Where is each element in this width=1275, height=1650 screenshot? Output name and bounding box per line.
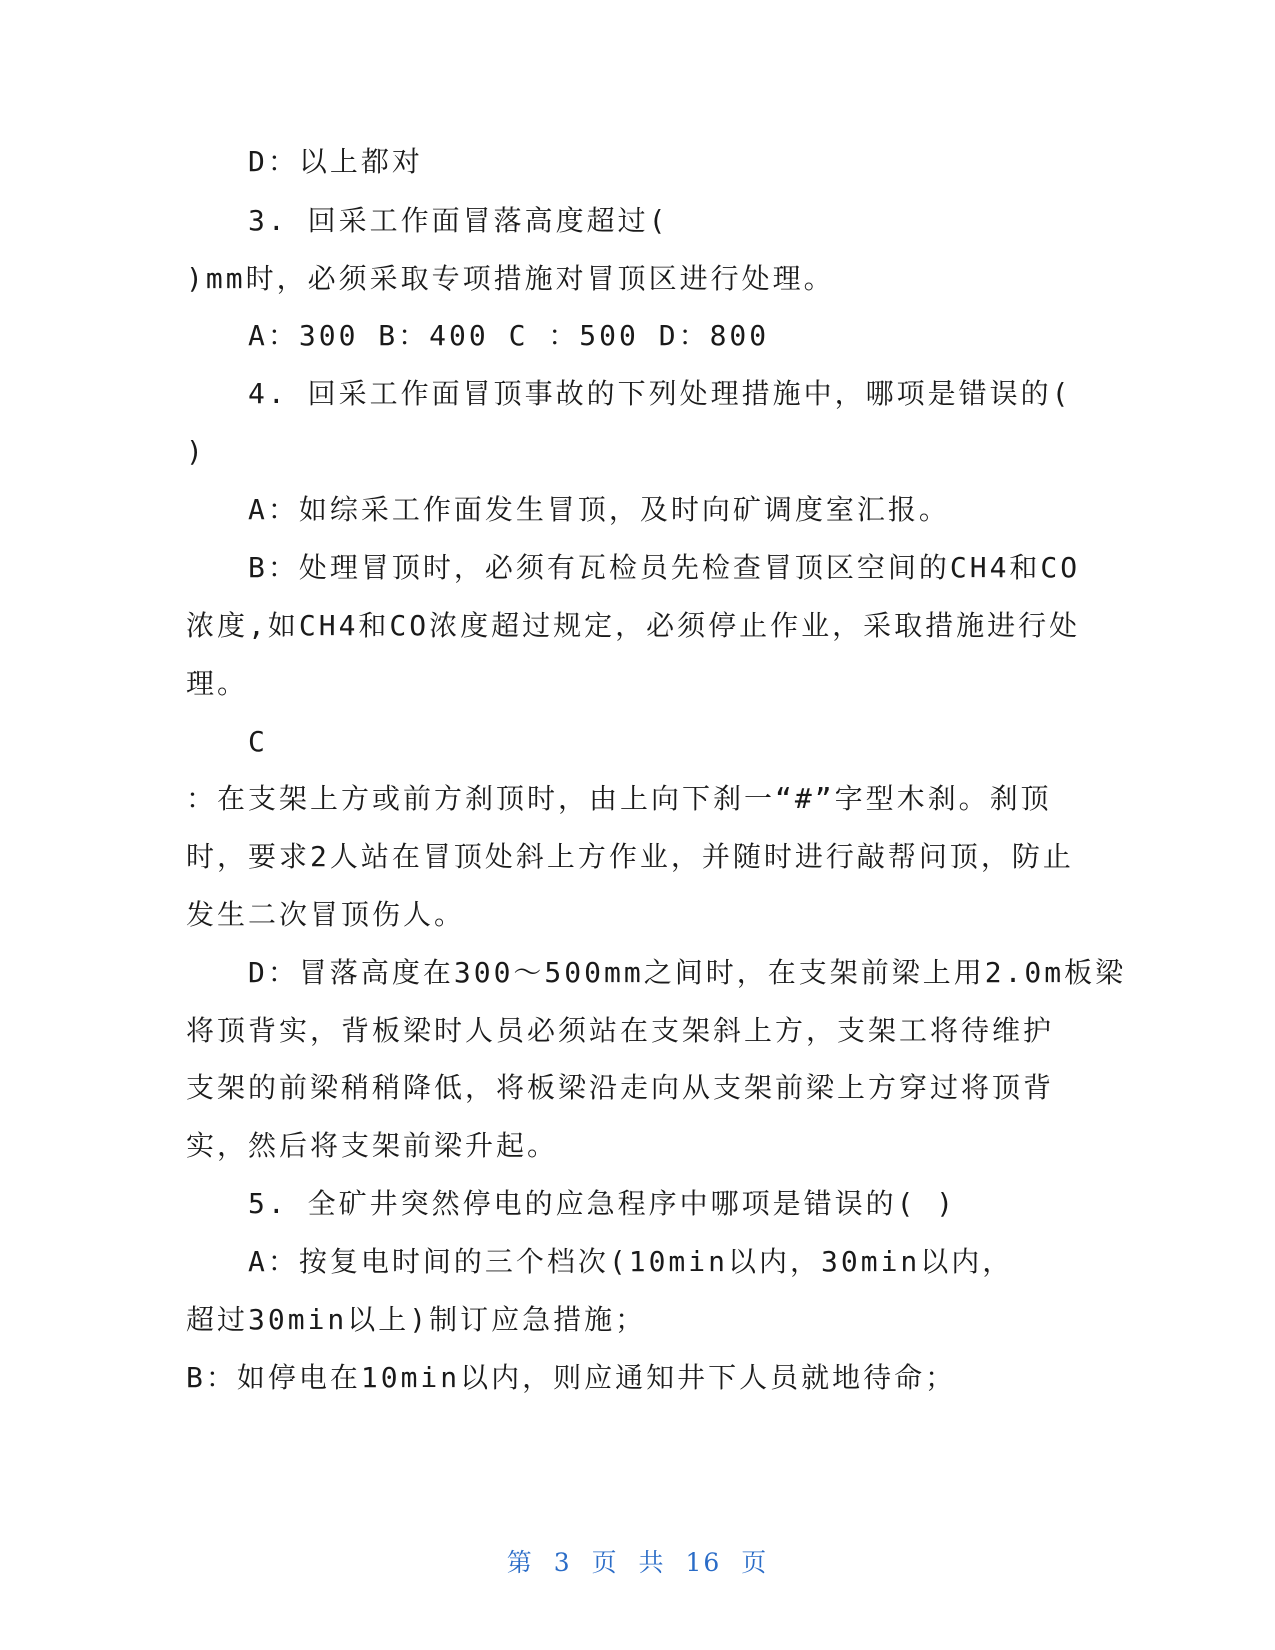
question-5-option-a-cont: 超过30min以上)制订应急措施； (186, 1303, 647, 1336)
question-5-option-a: A：按复电时间的三个档次(10min以内，30min以内， (248, 1245, 1014, 1278)
question-3-text-cont: )mm时，必须采取专项措施对冒顶区进行处理。 (186, 262, 835, 295)
question-4-option-d-cont-1: 将顶背实，背板梁时人员必须站在支架斜上方，支架工将待维护 (186, 1014, 1055, 1047)
question-4-option-c-cont-1: 时，要求2人站在冒顶处斜上方作业，并随时进行敲帮问顶，防止 (186, 840, 1074, 873)
page-number-footer: 第 3 页 共 16 页 (506, 1548, 769, 1577)
question-4-option-b-cont-1: 浓度,如CH4和CO浓度超过规定，必须停止作业，采取措施进行处 (186, 609, 1081, 642)
question-4-text-cont: ) (186, 435, 206, 468)
question-4-text: 4. 回采工作面冒顶事故的下列处理措施中，哪项是错误的( (248, 377, 1072, 410)
question-4-option-b-cont-2: 理。 (186, 667, 249, 700)
question-3-text: 3. 回采工作面冒落高度超过( (248, 204, 669, 237)
question-4-option-d-cont-3: 实，然后将支架前梁升起。 (186, 1129, 559, 1162)
question-4-option-c-cont-2: 发生二次冒顶伤人。 (186, 898, 466, 931)
question-5-option-b: B：如停电在10min以内，则应通知井下人员就地待命； (186, 1361, 957, 1394)
question-4-option-c-label: C (248, 725, 268, 758)
question-5-text: 5. 全矿井突然停电的应急程序中哪项是错误的( ) (248, 1187, 957, 1220)
option-d-all-correct: D：以上都对 (248, 145, 423, 178)
question-4-option-d: D：冒落高度在300～500mm之间时，在支架前梁上用2.0m板梁 (248, 956, 1127, 989)
question-4-option-a: A：如综采工作面发生冒顶，及时向矿调度室汇报。 (248, 493, 950, 526)
question-3-options: A：300 B：400 C ：500 D：800 (248, 319, 770, 352)
question-4-option-d-cont-2: 支架的前梁稍稍降低，将板梁沿走向从支架前梁上方穿过将顶背 (186, 1071, 1055, 1104)
question-4-option-c: ：在支架上方或前方刹顶时，由上向下刹一“#”字型木刹。刹顶 (186, 782, 1052, 815)
question-4-option-b: B：处理冒顶时，必须有瓦检员先检查冒顶区空间的CH4和CO (248, 551, 1081, 584)
